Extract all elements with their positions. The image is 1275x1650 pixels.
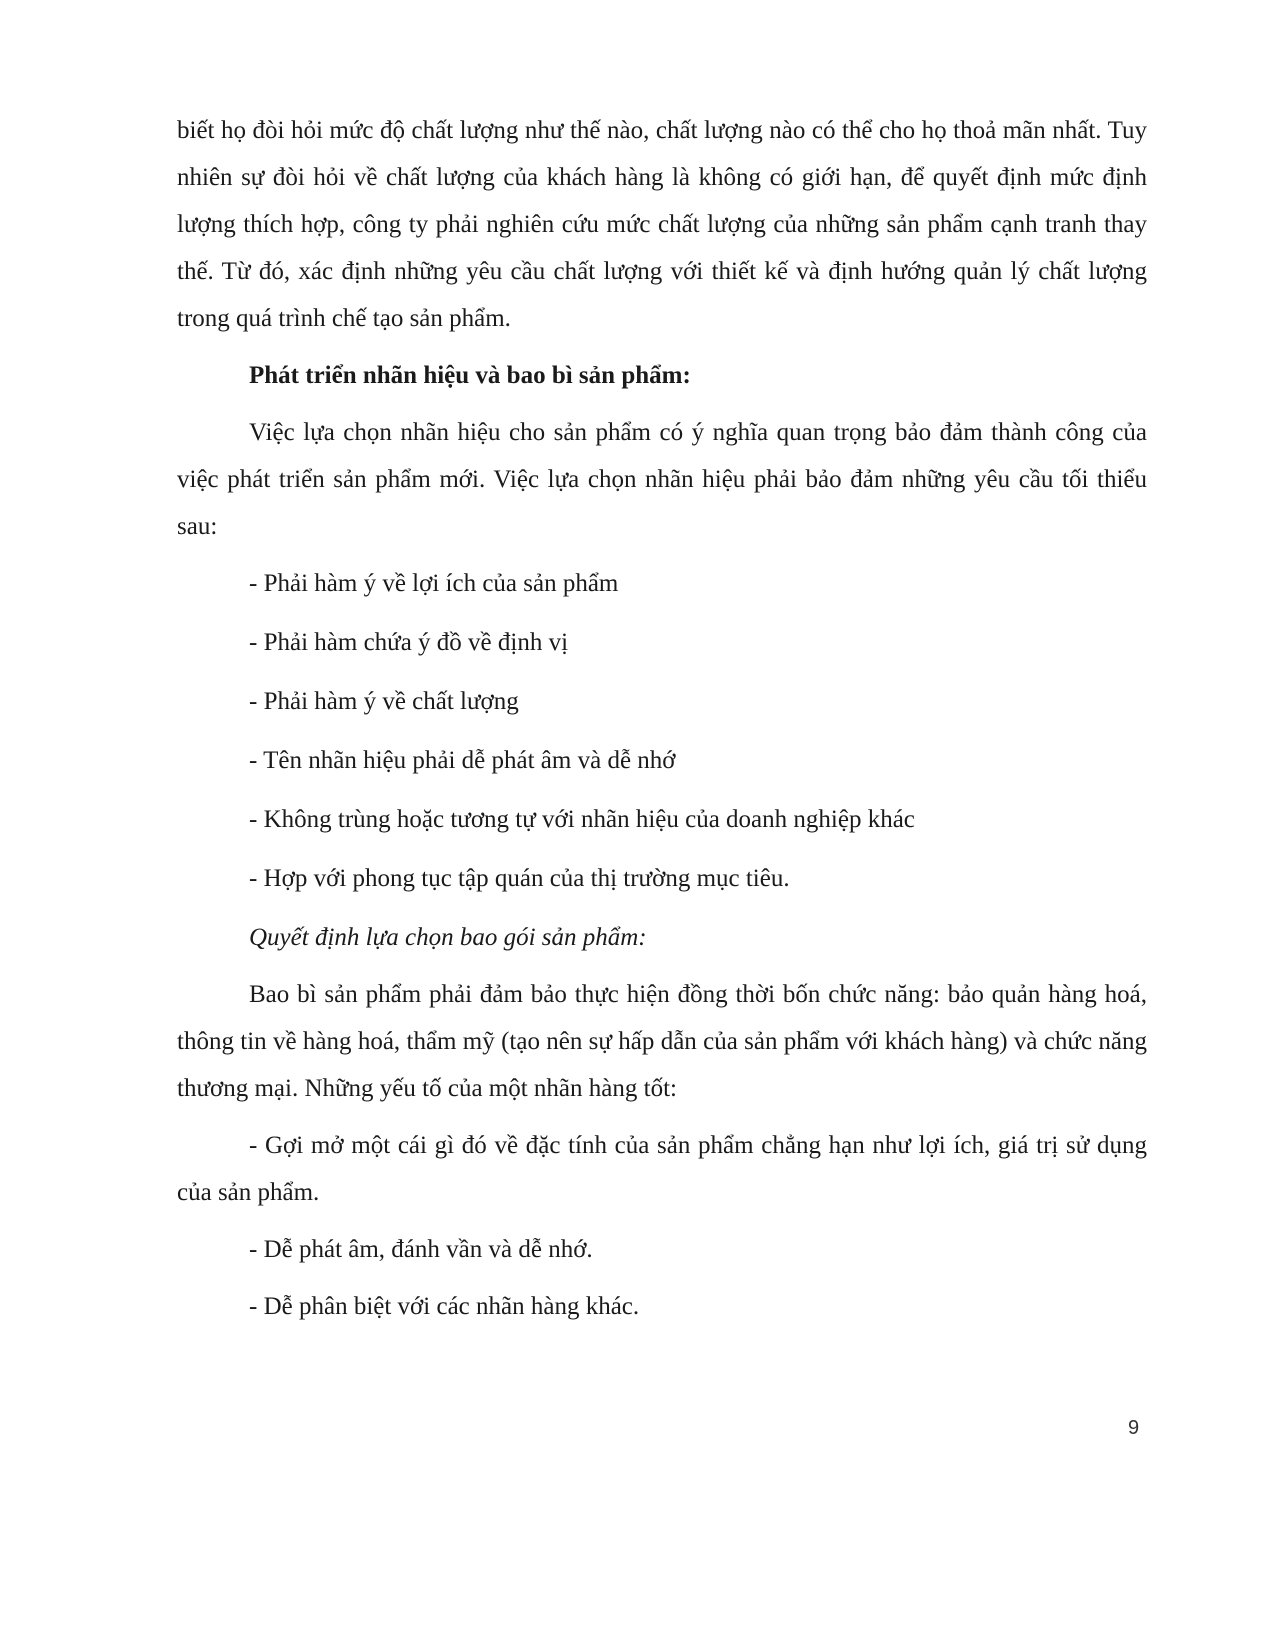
paragraph-brand-selection: Việc lựa chọn nhãn hiệu cho sản phẩm có ý nghĩa quan trọng bảo đảm thành công của việc phát triển sản phẩm mới. Việc lựa chọn nhãn hiệu phải bảo đảm những yêu cầu tối thiểu sau:	[177, 419, 1147, 540]
list-item: - Phải hàm chứa ý đồ về định vị	[249, 629, 569, 656]
paragraph-packaging-functions: Bao bì sản phẩm phải đảm bảo thực hiện đồng thời bốn chức năng: bảo quản hàng hoá, thông tin về hàng hoá, thẩm mỹ (tạo nên sự hấp dẫn của sản phẩm với khách hàng) và chức năng thương mại. Những yếu tố của một nhãn hàng tốt:	[177, 981, 1147, 1102]
brand-requirements-list	[177, 560, 1147, 902]
paragraph-quality-requirements: biết họ đòi hỏi mức độ chất lượng như thế nào, chất lượng nào có thể cho họ thoả mãn nhất. Tuy nhiên sự đòi hỏi về chất lượng của khách hàng là không có giới hạn, để quyết định mức định lượng thích hợp, công ty phải nghiên cứu mức chất lượng của những sản phẩm cạnh tranh thay thế. Từ đó, xác định những yêu cầu chất lượng với thiết kế và định hướng quản lý chất lượng trong quá trình chế tạo sản phẩm.	[177, 117, 1147, 332]
list-item: - Không trùng hoặc tương tự với nhãn hiệu của doanh nghiệp khác	[249, 806, 915, 833]
section-heading-brand-packaging: Phát triển nhãn hiệu và bao bì sản phẩm:	[249, 362, 691, 389]
list-item: - Phải hàm ý về lợi ích của sản phẩm	[249, 570, 619, 597]
page-number: 9	[1128, 1417, 1140, 1439]
list-item: - Phải hàm ý về chất lượng	[249, 688, 519, 715]
paragraph-good-label-trait-1: - Gợi mở một cái gì đó về đặc tính của sản phẩm chẳng hạn như lợi ích, giá trị sử dụng của sản phẩm.	[177, 1132, 1147, 1206]
page-body	[177, 107, 1147, 1340]
subheading-packaging-decision: Quyết định lựa chọn bao gói sản phẩm:	[249, 924, 647, 951]
list-item: - Hợp với phong tục tập quán của thị trường mục tiêu.	[249, 865, 790, 892]
paragraph-good-label-trait-2: - Dễ phát âm, đánh vần và dễ nhớ.	[249, 1236, 593, 1263]
list-item: - Tên nhãn hiệu phải dễ phát âm và dễ nhớ	[249, 747, 676, 774]
paragraph-good-label-trait-3: - Dễ phân biệt với các nhãn hàng khác.	[249, 1293, 640, 1320]
